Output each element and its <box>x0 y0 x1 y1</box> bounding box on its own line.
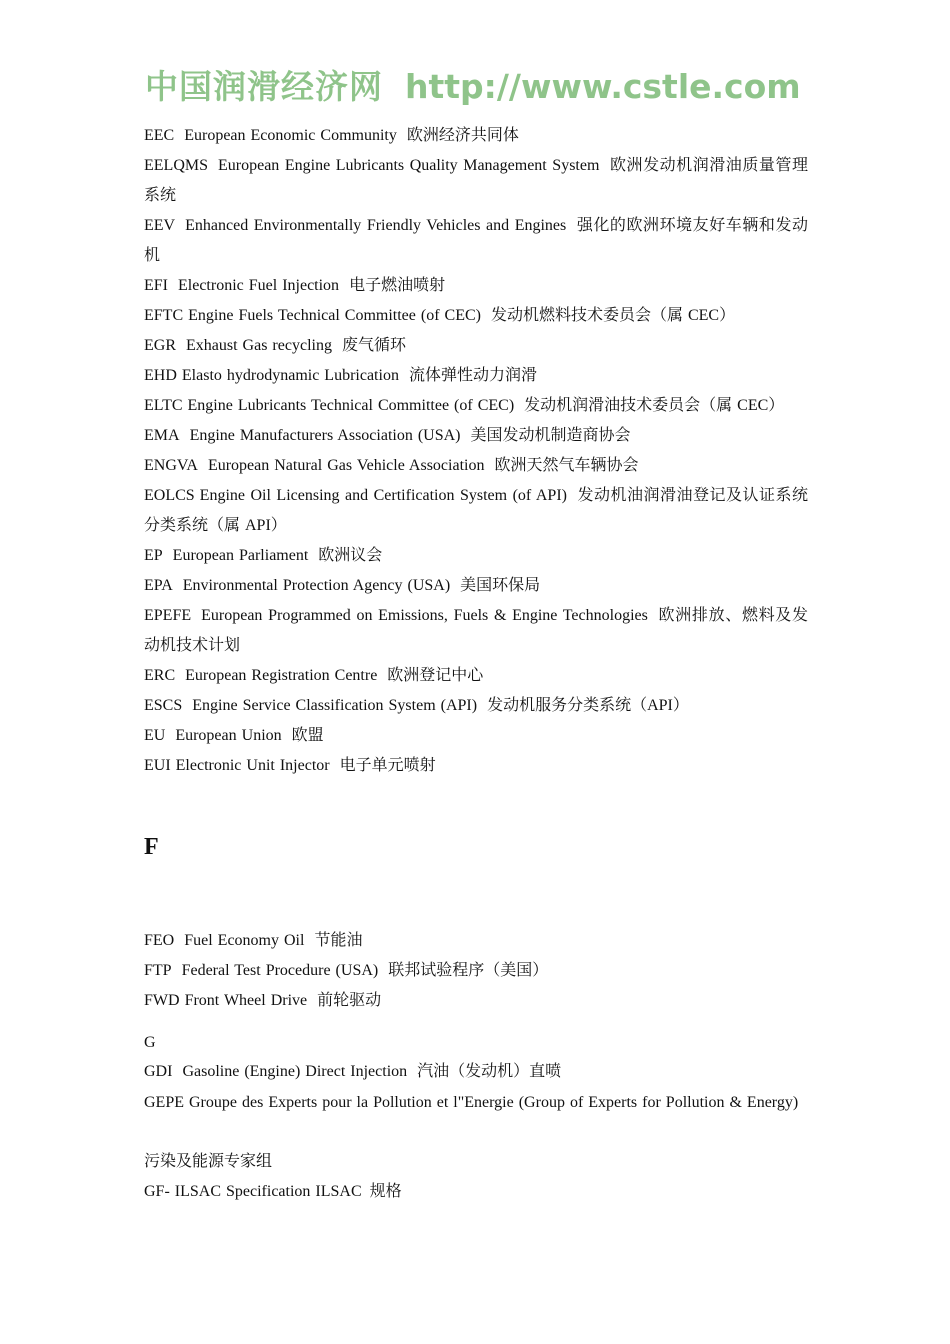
entry-english: Engine Fuels Technical Committee (of CEC) <box>188 307 481 324</box>
entry-chinese: 电子燃油喷射 <box>349 277 446 294</box>
entry-english: Engine Manufacturers Association (USA) <box>189 427 461 444</box>
glossary-entry-continuation <box>144 1147 808 1177</box>
glossary-entry <box>144 301 808 331</box>
entry-abbreviation: GDI <box>144 1063 173 1080</box>
entry-english: Exhaust Gas recycling <box>186 337 332 354</box>
entry-english: Engine Oil Licensing and Certification System (of API) <box>199 487 567 504</box>
glossary-entry <box>144 361 808 391</box>
entry-english: ILSAC Specification ILSAC <box>174 1183 362 1200</box>
entry-chinese: 欧洲议会 <box>318 547 383 564</box>
entry-abbreviation: EUI <box>144 757 171 774</box>
glossary-entry <box>144 121 808 151</box>
entry-chinese: 欧洲经济共同体 <box>406 127 519 144</box>
glossary-entry <box>144 331 808 361</box>
entry-english: Front Wheel Drive <box>184 992 308 1009</box>
entry-abbreviation: EPEFE <box>144 607 192 624</box>
glossary-entry <box>144 1057 808 1087</box>
entry-abbreviation: ELTC <box>144 397 183 414</box>
entry-english: European Economic Community <box>184 127 397 144</box>
entry-english: European Registration Centre <box>185 667 378 684</box>
entry-chinese: 欧盟 <box>291 727 324 744</box>
entry-chinese: 欧洲天然气车辆协会 <box>494 457 639 474</box>
entry-english: Enhanced Environmentally Friendly Vehicles and Engines <box>185 217 567 234</box>
entry-abbreviation: GEPE <box>144 1094 184 1111</box>
glossary-entry <box>144 956 808 986</box>
entry-chinese: 欧洲排放、燃料及发动机技术计划 <box>144 607 808 654</box>
entry-abbreviation: EEV <box>144 217 176 234</box>
glossary-entry <box>144 151 808 210</box>
entry-chinese: 发动机润滑油技术委员会（属 CEC） <box>524 397 785 414</box>
entry-abbreviation: ENGVA <box>144 457 198 474</box>
entry-chinese: 发动机服务分类系统（API） <box>487 697 689 714</box>
entry-chinese: 节能油 <box>314 932 363 949</box>
entry-abbreviation: FWD <box>144 992 180 1009</box>
entry-chinese: 电子单元喷射 <box>339 757 436 774</box>
site-watermark <box>145 62 815 112</box>
glossary-entry <box>144 601 808 660</box>
entry-chinese: 联邦试验程序（美国） <box>388 962 549 979</box>
entry-english: Elasto hydrodynamic Lubrication <box>181 367 399 384</box>
entry-english: Engine Lubricants Technical Committee (of CEC) <box>187 397 515 414</box>
entry-abbreviation: EMA <box>144 427 180 444</box>
entry-abbreviation: FTP <box>144 962 172 979</box>
glossary-entry <box>144 271 808 301</box>
entry-chinese: 美国发动机制造商协会 <box>470 427 631 444</box>
watermark-url: http://www.cstle.com <box>405 67 801 106</box>
entry-abbreviation: EELQMS <box>144 157 208 174</box>
entry-abbreviation: EOLCS <box>144 487 195 504</box>
entry-abbreviation: ERC <box>144 667 176 684</box>
entry-abbreviation: GF- <box>144 1183 170 1200</box>
entry-chinese: 发动机燃料技术委员会（属 CEC） <box>490 307 736 324</box>
glossary-entry <box>144 421 808 451</box>
entry-abbreviation: EPA <box>144 577 173 594</box>
entry-abbreviation: FEO <box>144 932 175 949</box>
entry-english: Electronic Unit Injector <box>175 757 330 774</box>
glossary-entry <box>144 751 808 781</box>
glossary-entry <box>144 481 808 540</box>
glossary-entry <box>144 211 808 270</box>
entry-abbreviation: EFI <box>144 277 168 294</box>
glossary-entry <box>144 391 808 421</box>
entry-chinese: 流体弹性动力润滑 <box>408 367 537 384</box>
entry-english: Fuel Economy Oil <box>184 932 305 949</box>
glossary-entry <box>144 986 808 1016</box>
entry-chinese: 欧洲发动机润滑油质量管理系统 <box>144 157 808 204</box>
glossary-entry <box>144 451 808 481</box>
entry-abbreviation: ESCS <box>144 697 183 714</box>
glossary-entry <box>144 661 808 691</box>
entry-english: European Programmed on Emissions, Fuels & Engine Technologies <box>201 607 648 624</box>
entry-english: European Parliament <box>172 547 309 564</box>
entry-english: Gasoline (Engine) Direct Injection <box>182 1063 408 1080</box>
entry-chinese: 废气循环 <box>341 337 406 354</box>
glossary-entry <box>144 1177 808 1207</box>
entry-chinese: 美国环保局 <box>460 577 541 594</box>
entry-english: European Natural Gas Vehicle Association <box>207 457 485 474</box>
entry-abbreviation: EEC <box>144 127 175 144</box>
entry-english: Environmental Protection Agency (USA) <box>182 577 451 594</box>
entry-english: Electronic Fuel Injection <box>178 277 340 294</box>
entry-english: Groupe des Experts pour la Pollution et l"Energie (Group of Experts for Pollution & Energy) <box>189 1094 799 1111</box>
section-heading-f: F <box>144 834 159 860</box>
entry-english: Federal Test Procedure (USA) <box>181 962 379 979</box>
entry-chinese: 污染及能源专家组 <box>144 1153 273 1170</box>
watermark-site-name: 中国润滑经济网 <box>145 67 383 106</box>
entry-chinese: 欧洲登记中心 <box>387 667 484 684</box>
entry-abbreviation: EGR <box>144 337 176 354</box>
glossary-entry <box>144 1088 808 1118</box>
glossary-entry <box>144 926 808 956</box>
entry-abbreviation: EP <box>144 547 163 564</box>
glossary-entry <box>144 691 808 721</box>
entry-english: European Engine Lubricants Quality Management System <box>218 157 600 174</box>
entry-english: Engine Service Classification System (API) <box>192 697 478 714</box>
entry-abbreviation: EFTC <box>144 307 184 324</box>
entry-english: European Union <box>175 727 282 744</box>
entry-abbreviation: EU <box>144 727 166 744</box>
entry-chinese: 发动机油润滑油登记及认证系统分类系统（属 API） <box>144 487 808 534</box>
entry-abbreviation: EHD <box>144 367 177 384</box>
entry-chinese: 强化的欧洲环境友好车辆和发动机 <box>144 217 808 264</box>
glossary-entry <box>144 721 808 751</box>
glossary-entry <box>144 571 808 601</box>
entry-chinese: 前轮驱动 <box>317 992 382 1009</box>
section-heading-g: G <box>144 1034 156 1051</box>
glossary-entry <box>144 541 808 571</box>
entry-chinese: 汽油（发动机）直喷 <box>417 1063 562 1080</box>
entry-chinese: 规格 <box>369 1183 402 1200</box>
